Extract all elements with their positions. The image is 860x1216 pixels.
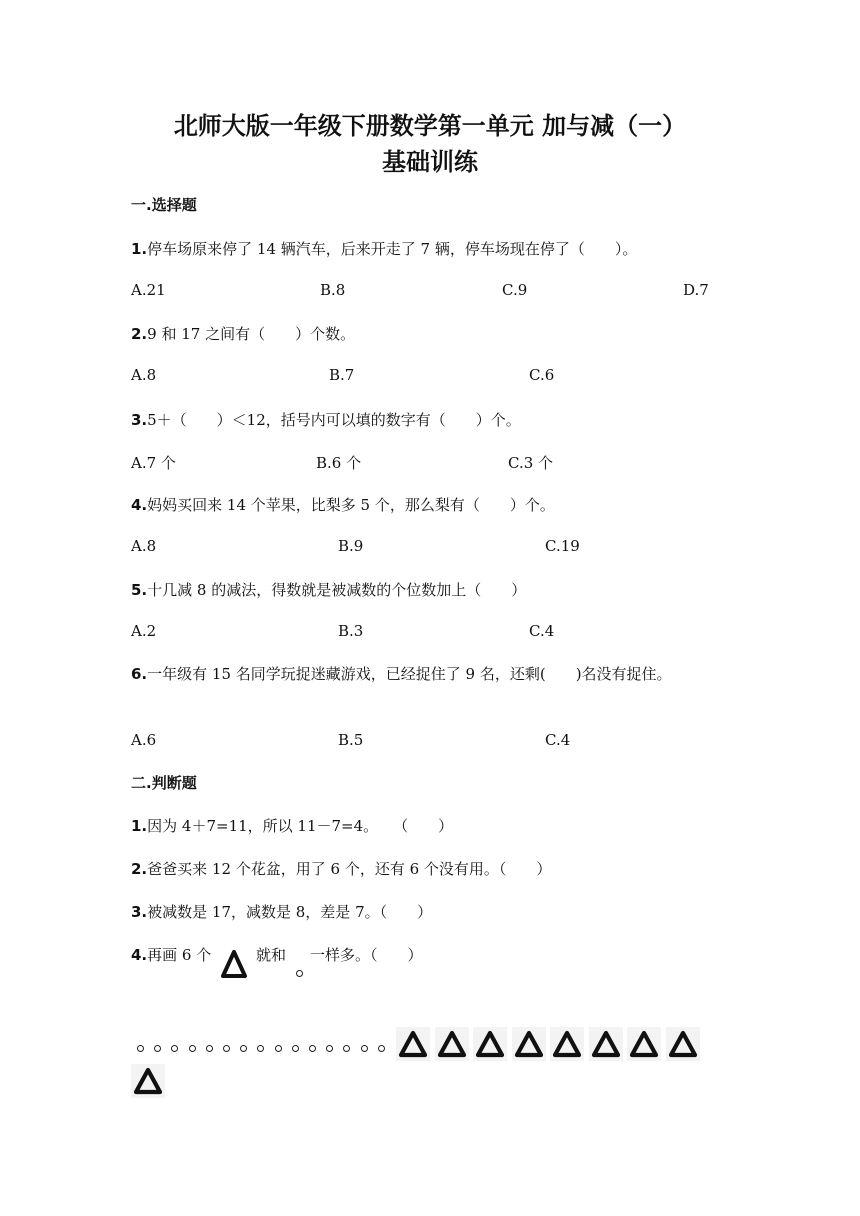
triangle-icon <box>512 1027 546 1061</box>
triangle-icon <box>627 1027 661 1061</box>
option-b: B.7 <box>329 366 355 384</box>
question-body-c: 一样多。（ ） <box>310 946 423 964</box>
triangle-icon <box>550 1027 584 1061</box>
circle-icon <box>240 1045 247 1052</box>
circle-icon <box>223 1045 230 1052</box>
question-body: 被减数是 17，减数是 8，差是 7。（ ） <box>147 903 433 921</box>
option-a: A.8 <box>131 537 157 555</box>
question-body: 9 和 17 之间有（ ）个数。 <box>147 325 356 343</box>
option-c: C.3 个 <box>508 454 554 472</box>
triangle-icon <box>396 1027 430 1061</box>
circle-icon <box>378 1045 385 1052</box>
worksheet-title-line1: 北师大版一年级下册数学第一单元 加与减（一） <box>173 112 687 140</box>
option-b: B.9 <box>338 537 364 555</box>
judgment-question <box>131 858 551 879</box>
question-number: 2. <box>131 325 148 343</box>
triangle-icon <box>220 949 248 979</box>
question-text <box>131 579 526 600</box>
question-body-b: 就和 <box>256 946 287 964</box>
question-number: 1. <box>131 240 148 258</box>
section-heading-judgment: 二.判断题 <box>131 774 197 792</box>
option-c: C.4 <box>545 731 571 749</box>
option-b: B.8 <box>320 281 346 299</box>
option-c: C.19 <box>545 537 580 555</box>
question-number: 4. <box>131 946 148 964</box>
circle-icon <box>309 1045 316 1052</box>
triangle-icon <box>435 1027 469 1061</box>
option-c: C.6 <box>529 366 555 384</box>
circle-icon <box>137 1045 144 1052</box>
circle-icon <box>154 1045 161 1052</box>
question-body-a: 再画 6 个 <box>147 946 212 964</box>
question-text <box>131 238 637 259</box>
judgment-question <box>131 815 453 836</box>
question-number: 1. <box>131 817 148 835</box>
circle-icon <box>189 1045 196 1052</box>
question-text <box>131 663 716 685</box>
judgment-question <box>131 901 432 922</box>
option-a: A.7 个 <box>131 454 176 472</box>
question-text <box>131 494 555 515</box>
question-number: 5. <box>131 581 148 599</box>
question-body: 停车场原来停了 14 辆汽车，后来开走了 7 辆，停车场现在停了（ ）。 <box>147 240 638 258</box>
question-number: 3. <box>131 411 148 429</box>
triangle-icon <box>589 1027 623 1061</box>
triangle-icon <box>131 1064 165 1098</box>
triangle-icon <box>473 1027 507 1061</box>
section-heading-choice: 一.选择题 <box>131 196 197 214</box>
option-a: A.21 <box>131 281 166 299</box>
question-body: 爸爸买来 12 个花盆，用了 6 个，还有 6 个没有用。（ ） <box>147 860 552 878</box>
circle-icon <box>257 1045 264 1052</box>
circle-icon <box>361 1045 368 1052</box>
question-text <box>131 323 355 344</box>
option-b: B.5 <box>338 731 364 749</box>
question-number: 4. <box>131 496 148 514</box>
question-body: 一年级有 15 名同学玩捉迷藏游戏，已经捉住了 9 名，还剩( )名没有捉住。 <box>147 665 672 683</box>
question-body: 妈妈买回来 14 个苹果，比梨多 5 个，那么梨有（ ）个。 <box>147 496 555 514</box>
circle-icon <box>171 1045 178 1052</box>
worksheet-title-line2: 基础训练 <box>382 148 478 176</box>
question-number: 2. <box>131 860 148 878</box>
option-c: C.4 <box>529 622 555 640</box>
option-d: D.7 <box>683 281 709 299</box>
circle-icon <box>326 1045 333 1052</box>
question-body: 十几减 8 的减法，得数就是被减数的个位数加上（ ） <box>147 581 527 599</box>
option-b: B.3 <box>338 622 364 640</box>
option-a: A.6 <box>131 731 157 749</box>
question-body: 5＋（ ）＜12，括号内可以填的数字有（ ）个。 <box>147 411 521 429</box>
option-a: A.8 <box>131 366 157 384</box>
question-number: 3. <box>131 903 148 921</box>
option-b: B.6 个 <box>316 454 362 472</box>
circle-icon <box>343 1045 350 1052</box>
question-text <box>131 409 521 430</box>
question-number: 6. <box>131 665 148 683</box>
circle-icon <box>296 970 303 977</box>
option-a: A.2 <box>131 622 157 640</box>
circle-icon <box>275 1045 282 1052</box>
circle-icon <box>206 1045 213 1052</box>
option-c: C.9 <box>502 281 528 299</box>
circle-icon <box>292 1045 299 1052</box>
question-body: 因为 4＋7=11，所以 11－7=4。 （ ） <box>147 817 454 835</box>
triangle-icon <box>666 1027 700 1061</box>
